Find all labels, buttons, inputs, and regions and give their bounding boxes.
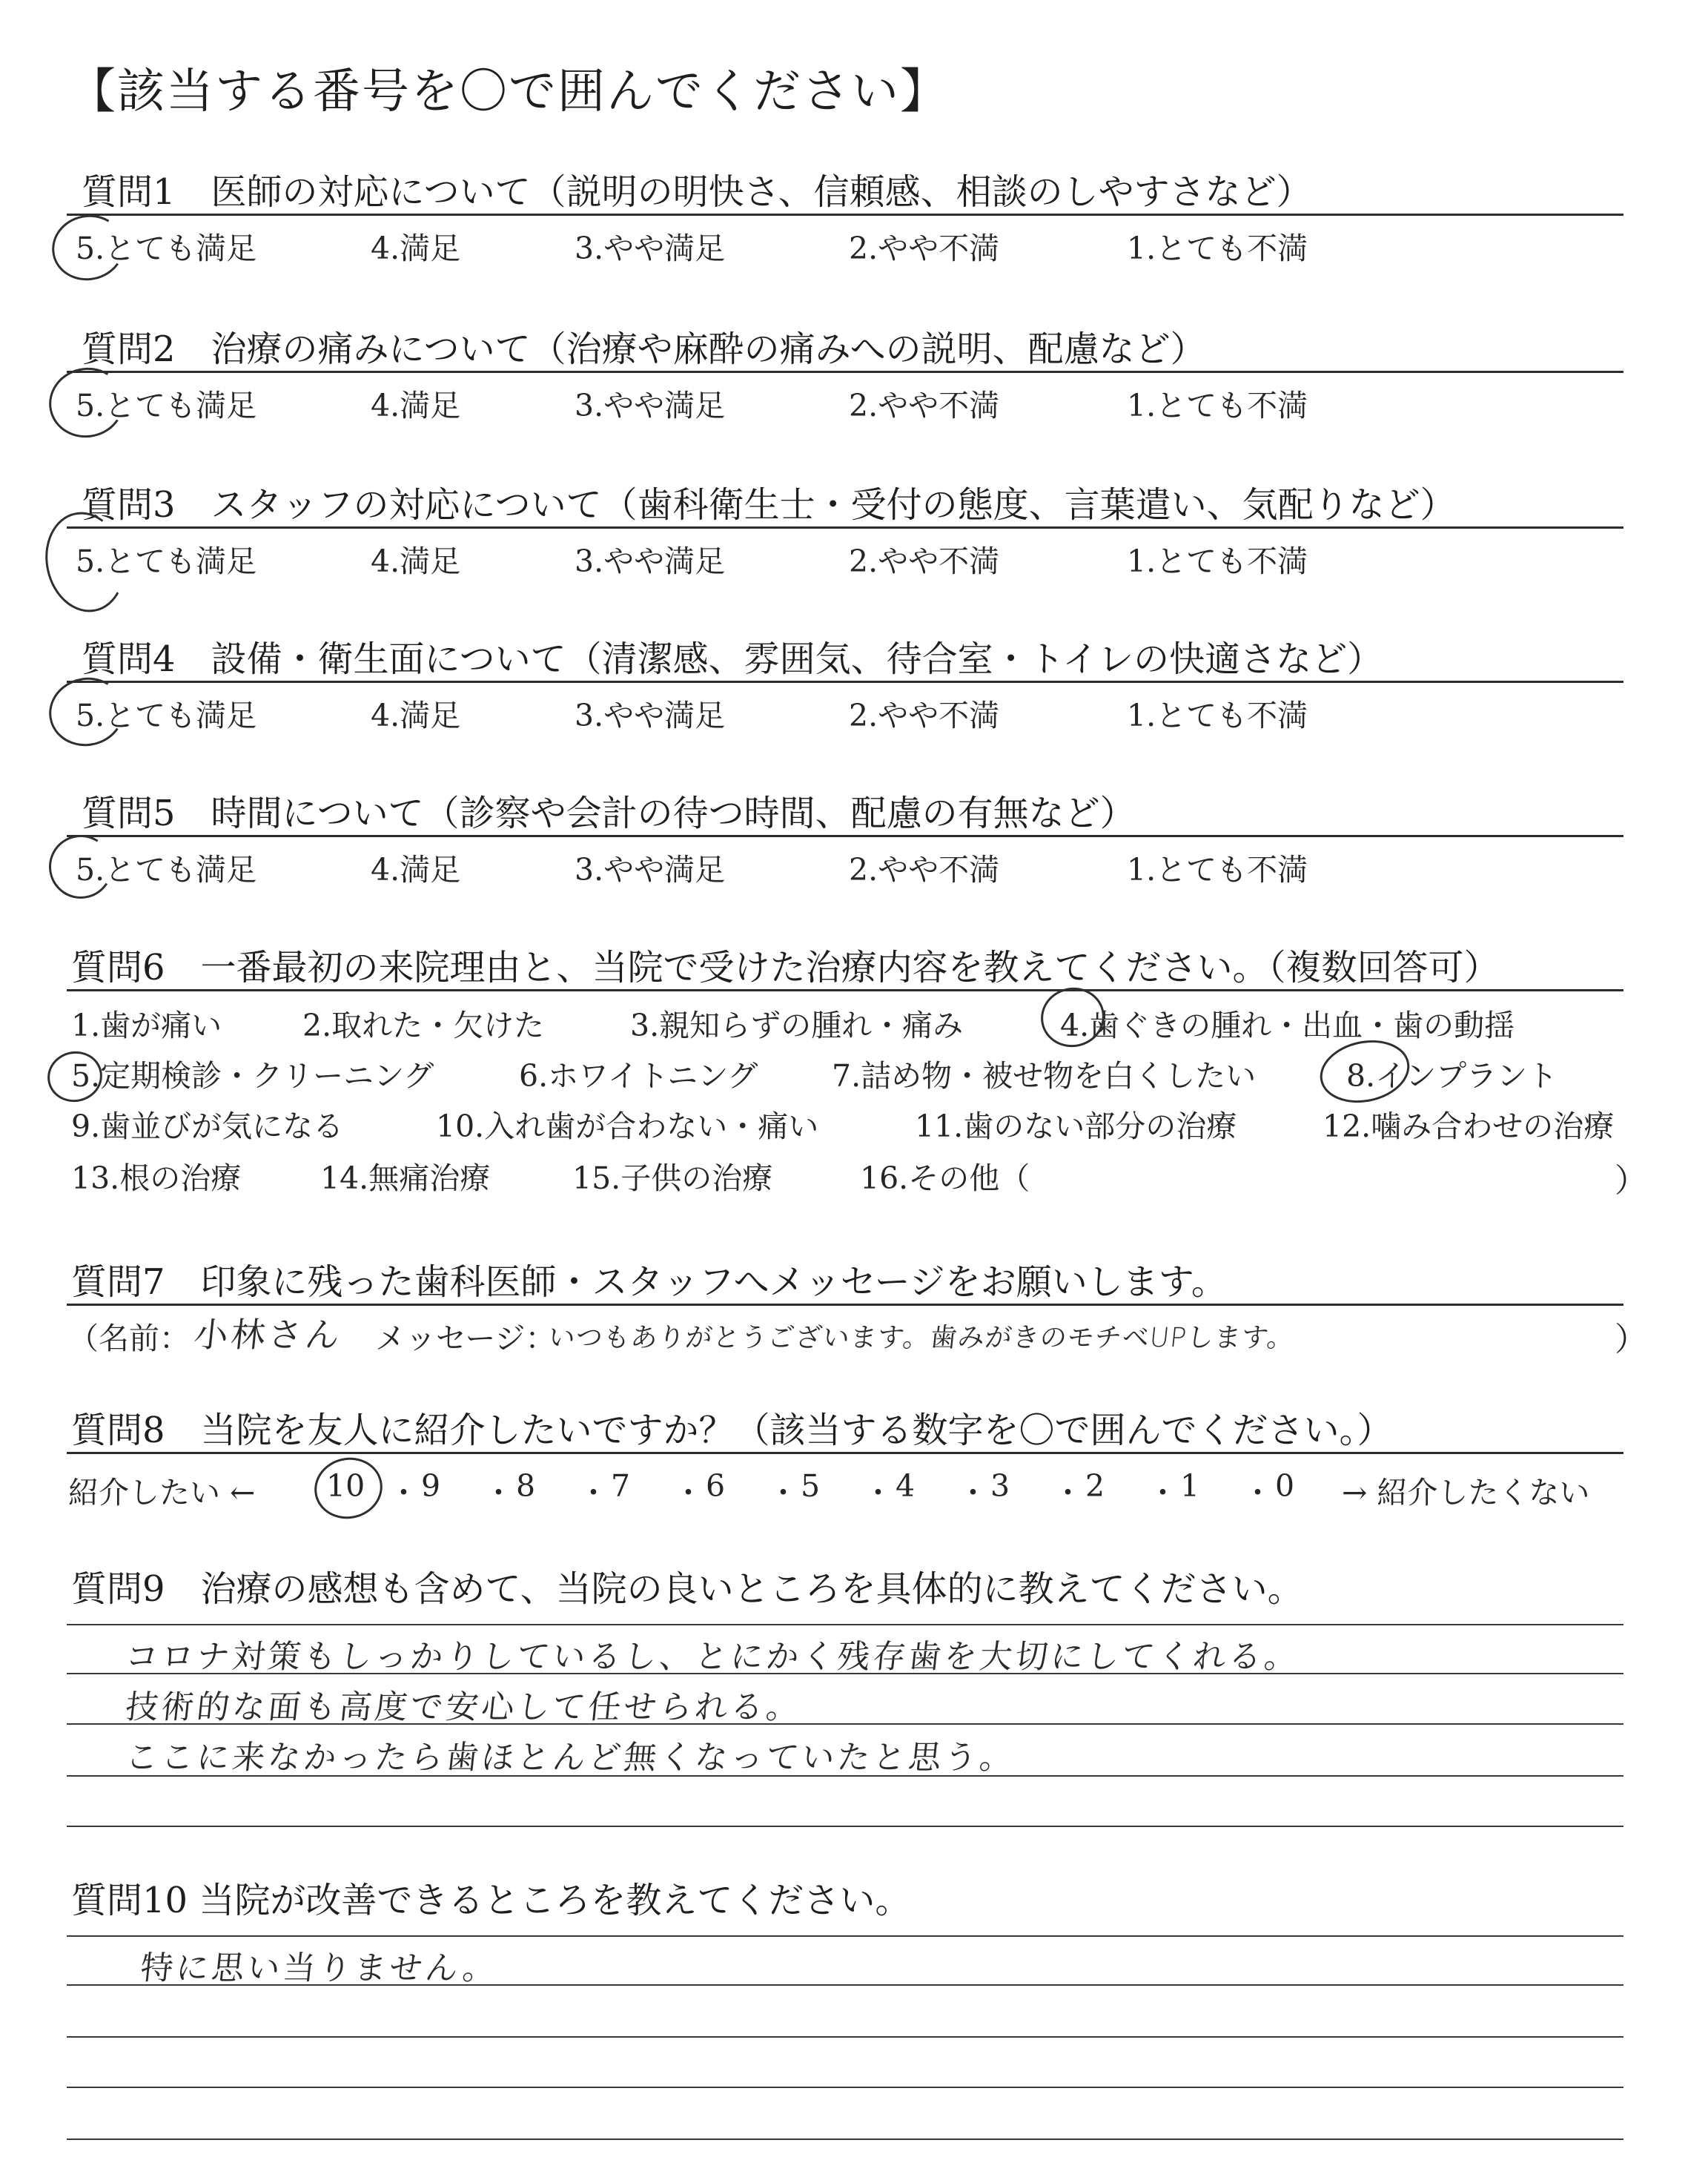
q9-answer-line-3[interactable]: ここに来なかったら歯ほとんど無くなっていたと思う。 bbox=[123, 1739, 1018, 1777]
question-3-rule bbox=[67, 526, 1623, 529]
q10-line-4 bbox=[67, 2138, 1623, 2140]
q8-scale-value[interactable]: 10 bbox=[326, 1468, 365, 1504]
question-2-rule bbox=[67, 371, 1623, 373]
q9-answer-line-2[interactable]: 技術的な面も高度で安心して任せられる。 bbox=[123, 1688, 804, 1726]
q7-close-paren: ） bbox=[1615, 1321, 1647, 1358]
question-5-rule bbox=[67, 835, 1623, 837]
q2-selection-circle bbox=[42, 360, 130, 444]
q5-selection-circle bbox=[43, 829, 119, 905]
q8-scale-value[interactable]: 8 bbox=[516, 1468, 536, 1504]
q8-scale-separator: ・ bbox=[1053, 1475, 1083, 1510]
question-6-rule bbox=[67, 989, 1623, 991]
q8-right-label: → 紹介したくない bbox=[1342, 1475, 1590, 1510]
q1-option-1[interactable]: 1.とても不満 bbox=[1127, 231, 1308, 266]
q5-option-3[interactable]: 3.やや満足 bbox=[575, 852, 726, 888]
q10-line-3 bbox=[67, 2087, 1623, 2088]
q4-option-3[interactable]: 3.やや満足 bbox=[575, 698, 726, 733]
q1-option-5[interactable]: 5.とても満足 bbox=[76, 231, 257, 266]
q1-option-3[interactable]: 3.やや満足 bbox=[575, 231, 726, 266]
q7-message-value[interactable]: いつもありがとうございます。歯みがきのモチベUPします。 bbox=[546, 1323, 1297, 1353]
question-10-title: 質問10 当院が改善できるところを教えてください。 bbox=[71, 1880, 911, 1921]
question-7-rule bbox=[67, 1304, 1623, 1306]
question-4-rule bbox=[67, 681, 1623, 683]
q6-item-4[interactable]: 4.歯ぐきの腫れ・出血・歯の動揺 bbox=[1060, 1008, 1515, 1043]
q8-scale-value[interactable]: 3 bbox=[990, 1468, 1010, 1504]
q5-option-5[interactable]: 5.とても満足 bbox=[76, 852, 257, 888]
question-7-title: 質問7 印象に残った歯科医師・スタッフへメッセージをお願いします。 bbox=[71, 1261, 1227, 1303]
q8-scale-separator: ・ bbox=[388, 1475, 419, 1510]
q2-option-3[interactable]: 3.やや満足 bbox=[575, 388, 726, 423]
q6-item-10[interactable]: 10.入れ歯が合わない・痛い bbox=[436, 1109, 819, 1144]
q8-scale-value[interactable]: 5 bbox=[801, 1468, 821, 1504]
q3-option-2[interactable]: 2.やや不満 bbox=[849, 544, 1000, 579]
q4-option-1[interactable]: 1.とても不満 bbox=[1127, 698, 1308, 733]
q5-option-4[interactable]: 4.満足 bbox=[371, 852, 461, 888]
q1-selection-circle bbox=[46, 208, 130, 287]
q9-line-4 bbox=[67, 1826, 1623, 1827]
q7-message-label: メッセージ： bbox=[375, 1321, 556, 1356]
question-1-title: 質問1 医師の対応について（説明の明快さ、信頼感、相談のしやすさなど） bbox=[82, 171, 1312, 213]
q6-item-9[interactable]: 9.歯並びが気になる bbox=[71, 1109, 344, 1144]
q8-selection-circle bbox=[308, 1451, 388, 1525]
question-4-title: 質問4 設備・衛生面について（清潔感、雰囲気、待合室・トイレの快適さなど） bbox=[82, 638, 1383, 680]
q6-item-12[interactable]: 12.噛み合わせの治療 bbox=[1323, 1109, 1615, 1144]
q8-scale-value[interactable]: 1 bbox=[1180, 1468, 1200, 1504]
q4-selection-circle bbox=[43, 670, 131, 753]
q2-option-4[interactable]: 4.満足 bbox=[371, 388, 461, 423]
q4-option-5[interactable]: 5.とても満足 bbox=[76, 698, 257, 733]
question-5-title: 質問5 時間について（診察や会計の待つ時間、配慮の有無など） bbox=[82, 793, 1136, 834]
q8-left-label: 紹介したい ← bbox=[68, 1475, 256, 1510]
q3-option-3[interactable]: 3.やや満足 bbox=[575, 544, 726, 579]
q9-answer-line-1[interactable]: コロナ対策もしっかりしているし、とにかく残存歯を大切にしてくれる。 bbox=[123, 1638, 1302, 1676]
q6-item-7[interactable]: 7.詰め物・被せ物を白くしたい bbox=[832, 1058, 1257, 1094]
q8-scale-value[interactable]: 7 bbox=[611, 1468, 631, 1504]
q1-option-4[interactable]: 4.満足 bbox=[371, 231, 461, 266]
q8-scale-separator: ・ bbox=[768, 1475, 798, 1510]
q8-scale-separator: ・ bbox=[958, 1475, 988, 1510]
q8-scale-separator: ・ bbox=[673, 1475, 704, 1510]
q6-item-16-close-paren: ） bbox=[1615, 1162, 1647, 1200]
q9-line-0 bbox=[67, 1624, 1623, 1625]
q6-item-2[interactable]: 2.取れた・欠けた bbox=[302, 1008, 545, 1043]
q10-answer-line-1[interactable]: 特に思い当りません。 bbox=[138, 1949, 500, 1987]
q6-item-8[interactable]: 8.インプラント bbox=[1346, 1058, 1558, 1094]
q8-scale-value[interactable]: 0 bbox=[1275, 1468, 1295, 1504]
q10-line-0 bbox=[67, 1935, 1623, 1937]
q10-line-2 bbox=[67, 2036, 1623, 2038]
q8-scale-separator: ・ bbox=[578, 1475, 609, 1510]
question-3-title: 質問3 スタッフの対応について（歯科衛生士・受付の態度、言葉遣い、気配りなど） bbox=[82, 484, 1456, 526]
q2-option-1[interactable]: 1.とても不満 bbox=[1127, 388, 1308, 423]
form-header: 【該当する番号を〇で囲んでください】 bbox=[68, 65, 949, 119]
q3-option-5[interactable]: 5.とても満足 bbox=[76, 544, 257, 579]
q8-scale-value[interactable]: 4 bbox=[896, 1468, 916, 1504]
q2-option-2[interactable]: 2.やや不満 bbox=[849, 388, 1000, 423]
q7-name-label: （名前： bbox=[68, 1321, 190, 1356]
q8-scale-value[interactable]: 9 bbox=[421, 1468, 441, 1504]
q2-option-5[interactable]: 5.とても満足 bbox=[76, 388, 257, 423]
q1-option-2[interactable]: 2.やや不満 bbox=[849, 231, 1000, 266]
q8-scale-separator: ・ bbox=[863, 1475, 893, 1510]
q5-option-2[interactable]: 2.やや不満 bbox=[849, 852, 1000, 888]
question-2-title: 質問2 治療の痛みについて（治療や麻酔の痛みへの説明、配慮など） bbox=[82, 328, 1206, 370]
q6-item-1[interactable]: 1.歯が痛い bbox=[71, 1008, 222, 1043]
q8-scale-value[interactable]: 6 bbox=[706, 1468, 726, 1504]
q6-item-6[interactable]: 6.ホワイトニング bbox=[519, 1058, 758, 1094]
question-6-title: 質問6 一番最初の来院理由と、当院で受けた治療内容を教えてください。（複数回答可） bbox=[71, 947, 1500, 988]
q8-scale-separator: ・ bbox=[483, 1475, 514, 1510]
q6-item-3[interactable]: 3.親知らずの腫れ・痛み bbox=[630, 1008, 964, 1043]
question-8-title: 質問8 当院を友人に紹介したいですか？（該当する数字を〇で囲んでください。） bbox=[71, 1410, 1393, 1451]
q6-item-11[interactable]: 11.歯のない部分の治療 bbox=[915, 1109, 1237, 1144]
q3-option-1[interactable]: 1.とても不満 bbox=[1127, 544, 1308, 579]
question-9-title: 質問9 治療の感想も含めて、当院の良いところを具体的に教えてください。 bbox=[71, 1568, 1303, 1610]
q6-item-16[interactable]: 16.その他（ bbox=[860, 1160, 1030, 1196]
q8-scale-separator: ・ bbox=[1242, 1475, 1273, 1510]
q5-option-1[interactable]: 1.とても不満 bbox=[1127, 852, 1308, 888]
q6-item-14[interactable]: 14.無痛治療 bbox=[320, 1160, 491, 1196]
q4-option-2[interactable]: 2.やや不満 bbox=[849, 698, 1000, 733]
q6-item-5[interactable]: 5.定期検診・クリーニング bbox=[71, 1058, 434, 1094]
q8-scale-separator: ・ bbox=[1148, 1475, 1178, 1510]
question-1-rule bbox=[67, 214, 1623, 216]
q6-item-15[interactable]: 15.子供の治療 bbox=[572, 1160, 773, 1196]
q3-option-4[interactable]: 4.満足 bbox=[371, 544, 461, 579]
q4-option-4[interactable]: 4.満足 bbox=[371, 698, 461, 733]
q8-scale-value[interactable]: 2 bbox=[1085, 1468, 1105, 1504]
q7-name-value[interactable]: 小林さん bbox=[191, 1315, 345, 1355]
q6-item-13[interactable]: 13.根の治療 bbox=[71, 1160, 242, 1196]
question-8-rule bbox=[67, 1452, 1623, 1454]
